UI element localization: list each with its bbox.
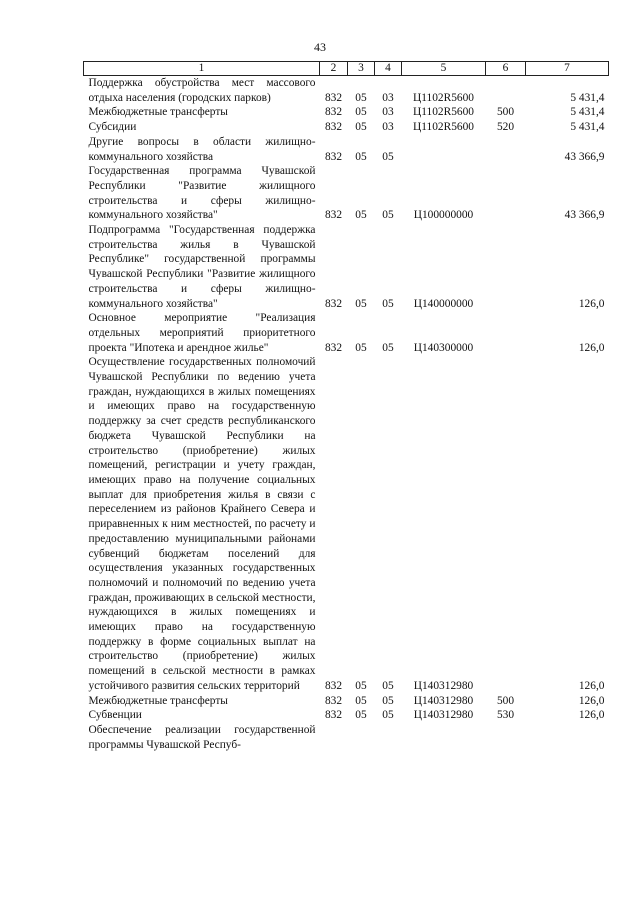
row-code-section: 05 [355,694,367,707]
row-code-ministry: 832 [324,679,343,692]
row-code-ministry: 832 [324,209,343,222]
row-code-target-article: Ц1102R5600 [413,106,474,119]
row-code-ministry: 832 [324,709,343,722]
table-header-row [84,62,609,76]
table-row [84,355,609,693]
row-code-ministry: 832 [324,297,343,310]
row-code-subsection: 05 [382,694,394,707]
row-code-target-article: Ц140300000 [413,341,474,354]
row-code-expense-type: 500 [496,694,515,707]
row-code-section: 05 [355,679,367,692]
row-code-section: 05 [355,106,367,119]
row-code-target-article [402,723,486,752]
row-amount: 126,0 [578,694,605,707]
table-row [84,708,609,723]
row-code-subsection: 03 [382,91,394,104]
row-code-expense-type: 520 [496,121,515,134]
table-row [84,105,609,120]
table-row [84,135,609,164]
page-number: 43 [314,40,326,54]
row-code-target-article: Ц140312980 [413,694,474,707]
column-header-1: 1 [84,62,320,76]
table-row [84,311,609,355]
row-description: Государственная программа Чувашской Республики "Развитие жилищного строительства и сферы жилищно-коммунального хозяйства" [88,165,316,222]
row-code-expense-type: 530 [496,709,515,722]
row-code-subsection: 03 [382,121,394,134]
row-code-subsection: 05 [382,209,394,222]
table-row [84,223,609,311]
row-code-section: 05 [355,121,367,134]
row-amount: 126,0 [578,709,605,722]
row-description: Другие вопросы в области жилищно-коммунального хозяйства [88,135,316,163]
row-description: Субвенции [88,709,142,722]
column-header-4: 4 [375,62,402,76]
row-code-subsection: 05 [382,297,394,310]
row-code-expense-type [486,223,526,311]
row-code-target-article: Ц140312980 [413,679,474,692]
row-description: Поддержка обустройства мест массового отдыха населения (городских парков) [88,77,316,104]
row-description: Основное мероприятие "Реализация отдельных мероприятий приоритетного проекта "Ипотека и арендное жилье" [88,312,316,354]
row-code-target-article: Ц100000000 [413,209,474,222]
row-code-target-article: Ц1102R5600 [413,121,474,134]
row-code-expense-type [486,723,526,752]
row-code-ministry: 832 [324,694,343,707]
row-code-ministry: 832 [324,91,343,104]
row-description: Субсидии [88,121,137,134]
row-code-expense-type [486,76,526,106]
row-amount: 5 431,4 [570,121,605,134]
row-description: Обеспечение реализации государственной программы Чувашской Респуб- [88,723,316,751]
row-code-section: 05 [355,341,367,354]
row-amount: 43 366,9 [564,150,605,163]
row-code-section: 05 [355,209,367,222]
budget-table [83,61,609,752]
row-code-section: 05 [355,297,367,310]
row-code-subsection: 05 [382,709,394,722]
row-amount: 126,0 [578,341,605,354]
row-code-subsection [375,723,402,752]
row-code-expense-type [486,135,526,164]
column-header-3: 3 [348,62,375,76]
row-code-expense-type [486,355,526,693]
row-code-section [348,723,375,752]
row-amount [526,723,609,752]
table-row [84,76,609,106]
row-code-subsection: 05 [382,679,394,692]
row-code-target-article: Ц1102R5600 [413,91,474,104]
row-amount: 5 431,4 [570,91,605,104]
column-header-6: 6 [486,62,526,76]
row-amount: 126,0 [578,679,605,692]
table-row [84,723,609,752]
row-description: Межбюджетные трансферты [88,694,228,707]
row-code-expense-type: 500 [496,106,515,119]
row-description: Межбюджетные трансферты [88,106,228,119]
row-code-ministry: 832 [324,341,343,354]
table-row [84,694,609,709]
column-header-7: 7 [526,62,609,76]
table-row [84,164,609,223]
row-code-expense-type [486,164,526,223]
row-code-expense-type [486,311,526,355]
row-description: Подпрограмма "Государственная поддержка строительства жилья в Чувашской Республике" государственной программы Чувашской Республики "Развитие жилищного строительства и сферы жилищно-коммунального хозяйства" [88,224,316,310]
table-row [84,120,609,135]
row-code-section: 05 [355,150,367,163]
row-description: Осуществление государственных полномочий Чувашской Республики по ведению учета граждан, нуждающихся в жилых помещениях и имеющих право на государственную поддержку за счет средств республиканского бюджета Чувашской Республики на строительство (приобретение) жилых помещений, регистрации и учету граждан, имеющих право на получение социальных выплат для приобретения жилья в связи с переселением из районов Крайнего Севера и приравненных к ним местностей, по расчету и предоставлению муниципальными районами субвенций бюджетам поселений для осуществления указанных государственных полномочий и полномочий по ведению учета граждан, проживающих в сельской местности, нуждающихся в жилых помещениях и имеющих право на государственную поддержку в форме социальных выплат на строительство (приобретение) жилых помещений в сельской местности в рамках устойчивого развития сельских территорий [88,356,316,692]
row-code-section: 05 [355,709,367,722]
row-code-ministry: 832 [324,150,343,163]
row-code-target-article [402,135,486,164]
row-code-subsection: 03 [382,106,394,119]
row-code-target-article: Ц140312980 [413,709,474,722]
row-code-target-article: Ц140000000 [413,297,474,310]
table-body [84,76,609,753]
row-code-ministry [320,723,348,752]
column-header-2: 2 [320,62,348,76]
row-amount: 43 366,9 [564,209,605,222]
row-code-ministry: 832 [324,121,343,134]
row-code-section: 05 [355,91,367,104]
row-amount: 5 431,4 [570,106,605,119]
row-code-subsection: 05 [382,341,394,354]
row-amount: 126,0 [578,297,605,310]
row-code-subsection: 05 [382,150,394,163]
column-header-5: 5 [402,62,486,76]
row-code-ministry: 832 [324,106,343,119]
